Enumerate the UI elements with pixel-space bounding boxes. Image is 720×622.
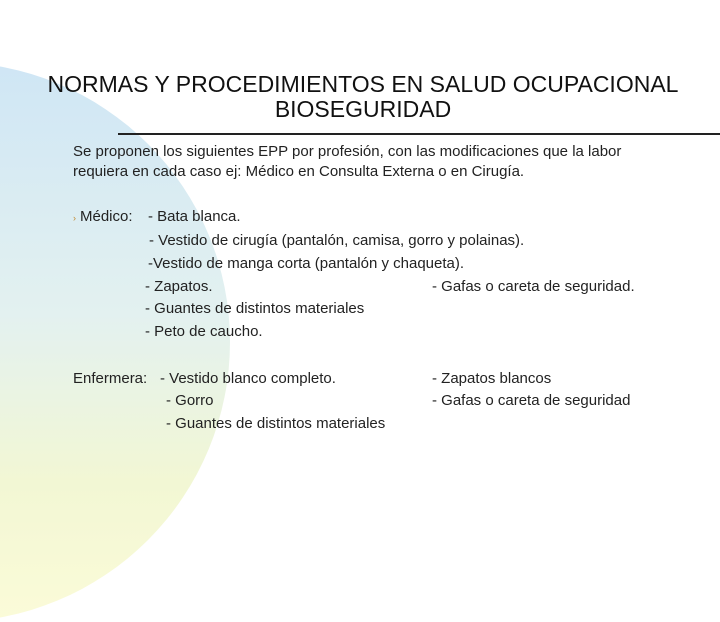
enfermera-item: - Guantes de distintos materiales bbox=[166, 415, 386, 432]
intro-paragraph bbox=[73, 142, 621, 182]
medico-item: - Bata blanca. bbox=[148, 208, 241, 225]
bullet-icon: › bbox=[73, 213, 76, 223]
medico-item: - Vestido de cirugía (pantalón, camisa, gorro y polainas). bbox=[149, 232, 525, 249]
medico-item-right: - Gafas o careta de seguridad. bbox=[432, 278, 635, 295]
slide-title bbox=[0, 72, 720, 122]
enfermera-item-right: - Zapatos blancos bbox=[432, 370, 552, 387]
enfermera-item: - Vestido blanco completo. bbox=[160, 370, 336, 387]
enfermera-item: - Gorro bbox=[166, 392, 214, 409]
intro-line-1: Se proponen los siguientes EPP por profesión, con las modificaciones que la labor bbox=[73, 143, 622, 160]
medico-item: -Vestido de manga corta (pantalón y chaqueta). bbox=[148, 255, 465, 272]
title-line-1: NORMAS Y PROCEDIMIENTOS EN SALUD OCUPACIONAL bbox=[47, 71, 679, 97]
enfermera-label: Enfermera: bbox=[73, 370, 148, 387]
medico-label: Médico: bbox=[80, 208, 133, 225]
title-line-2: BIOSEGURIDAD bbox=[274, 96, 452, 122]
medico-item: - Peto de caucho. bbox=[145, 323, 263, 340]
title-divider bbox=[118, 133, 720, 135]
medico-item: - Guantes de distintos materiales bbox=[145, 300, 365, 317]
medico-item: - Zapatos. bbox=[145, 278, 213, 295]
intro-line-2: requiera en cada caso ej: Médico en Consulta Externa o en Cirugía. bbox=[73, 163, 525, 180]
enfermera-item-right: - Gafas o careta de seguridad bbox=[432, 392, 631, 409]
